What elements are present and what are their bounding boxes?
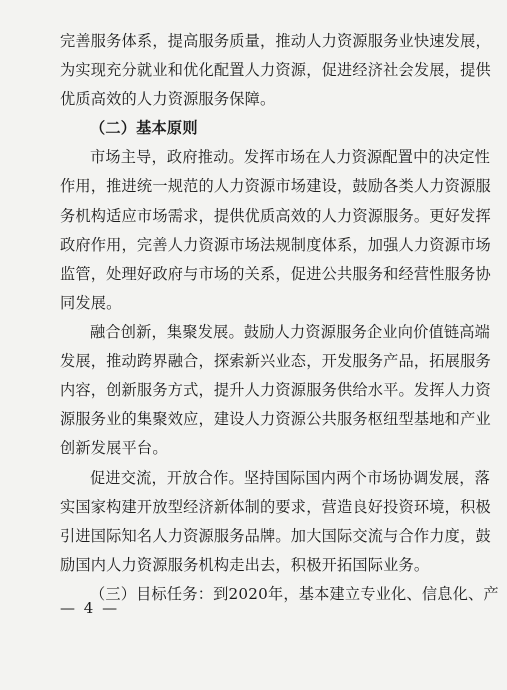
text-line: 促进交流，开放合作。坚持国际国内两个市场协调发展，落 [90, 469, 491, 487]
text-line: 优质高效的人力资源服务保障。 [60, 90, 276, 108]
text-line: 监管，处理好政府与市场的关系，促进公共服务和经营性服务协 [60, 265, 491, 283]
text-line: 融合创新，集聚发展。鼓励人力资源服务企业向价值链高端 [90, 323, 491, 341]
text-line: （三）目标任务：到2020年，基本建立专业化、信息化、产 [90, 585, 499, 603]
text-line: 作用，推进统一规范的人力资源市场建设，鼓励各类人力资源服 [60, 177, 491, 195]
text-line: 务机构适应市场需求，提供优质高效的人力资源服务。更好发挥 [60, 207, 491, 225]
text-line: 实国家构建开放型经济新体制的要求，营造良好投资环境，积极 [60, 498, 491, 516]
text-line: 励国内人力资源服务机构走出去，积极开拓国际业务。 [60, 556, 430, 574]
text-line: 创新发展平台。 [60, 439, 168, 457]
text-line: 同发展。 [60, 294, 122, 312]
text-line: 为实现充分就业和优化配置人力资源，促进经济社会发展，提供 [60, 61, 491, 79]
text-line: 发展，推动跨界融合，探索新兴业态，开发服务产品，拓展服务 [60, 352, 491, 370]
text-line: 内容，创新服务方式，提升人力资源服务供给水平。发挥人力资 [60, 381, 491, 399]
text-line: 完善服务体系，提高服务质量，推动人力资源服务业快速发展， [60, 32, 491, 50]
text-line: 引进国际知名人力资源服务品牌。加大国际交流与合作力度，鼓 [60, 527, 491, 545]
text-line: 政府作用，完善人力资源市场法规制度体系，加强人力资源市场 [60, 236, 491, 254]
page-number: — 4 — [60, 599, 120, 617]
text-line: 源服务业的集聚效应，建设人力资源公共服务枢纽型基地和产业 [60, 410, 491, 428]
section-heading: （二）基本原则 [90, 119, 198, 137]
text-line: 市场主导，政府推动。发挥市场在人力资源配置中的决定性 [90, 148, 491, 166]
